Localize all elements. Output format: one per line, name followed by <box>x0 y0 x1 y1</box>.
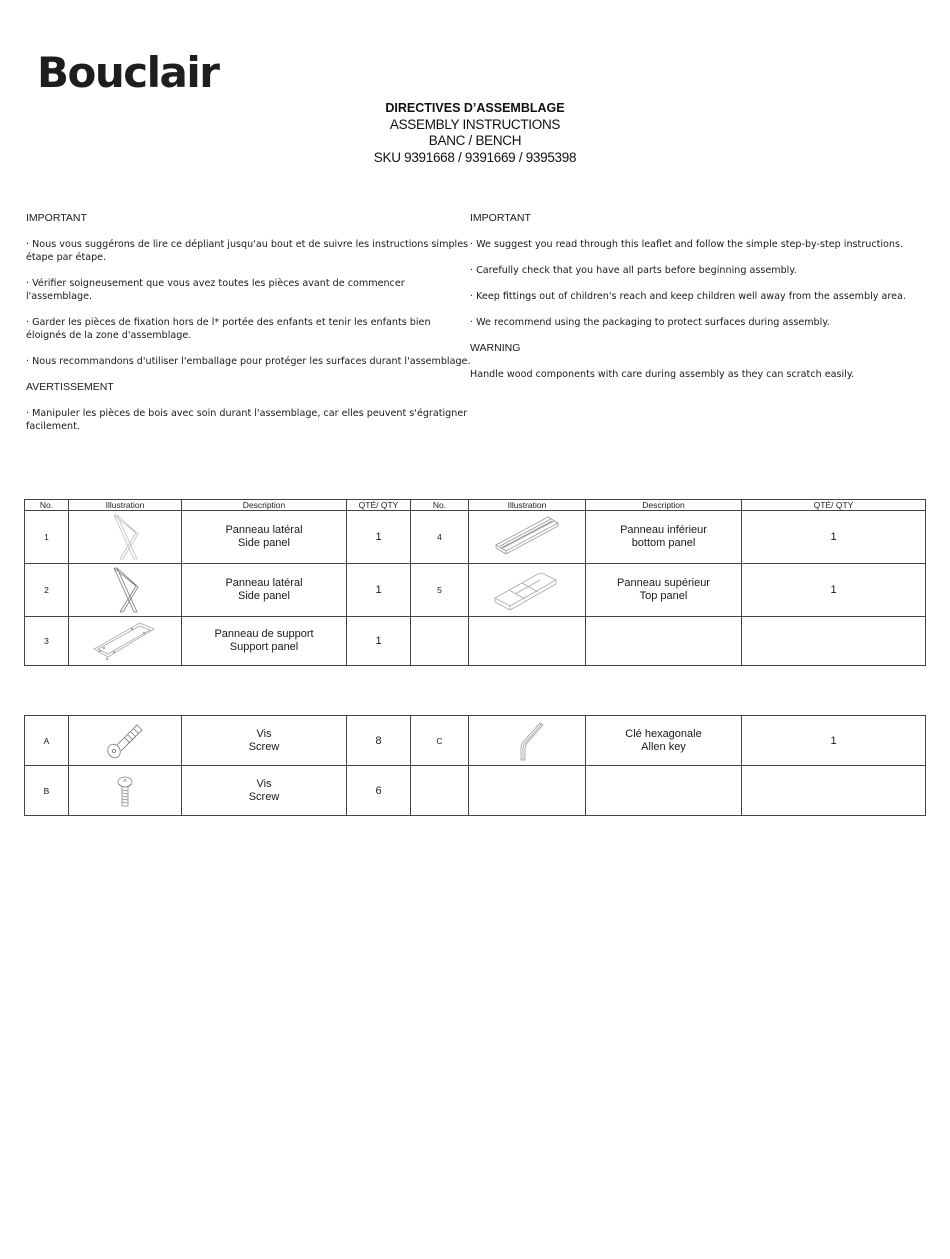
description-en: bottom panel <box>631 537 696 549</box>
hardware-illustration <box>469 716 586 766</box>
sku-list: SKU 9391668 / 9391669 / 9395398 <box>373 149 577 165</box>
product-name: BANC / BENCH <box>428 133 522 148</box>
header-qty: QTÉ/ QTY <box>742 500 926 511</box>
bouclair-logo: Bouclair <box>37 48 219 97</box>
countersunk-screw-icon <box>105 721 145 761</box>
part-number: 3 <box>25 617 69 666</box>
part-illustration <box>469 617 586 666</box>
warning-heading-en: WARNING <box>470 342 521 354</box>
description-en: Support panel <box>229 641 299 653</box>
hardware-quantity: 8 <box>347 716 411 766</box>
instruction-fr-4: · Nous recommandons d'utiliser l'emballage pour protéger les surfaces durant l'assemblage. <box>26 356 471 367</box>
bottom-panel-slats-icon <box>492 515 562 559</box>
part-description <box>586 617 742 666</box>
part-quantity <box>742 617 926 666</box>
support-panel-frame-icon <box>92 621 158 661</box>
description-en: Screw <box>248 790 280 803</box>
instruction-en-3: · Keep fittings out of children's reach and keep children well away from the assembly area. <box>470 291 906 302</box>
warning-text-fr: · Manipuler les pièces de bois avec soin durant l'assemblage, car elles peuvent s'égratigner facilement. <box>26 408 468 432</box>
hardware-quantity: 6 <box>347 766 411 816</box>
part-description <box>586 564 742 617</box>
part-number: 4 <box>411 511 469 564</box>
title-french: DIRECTIVES D’ASSEMBLAGE <box>385 101 565 115</box>
description-fr: Panneau supérieur <box>617 577 710 589</box>
parts-table <box>24 499 926 666</box>
description-en: Screw <box>248 740 280 753</box>
warning-text-en: Handle wood components with care during assembly as they can scratch easily. <box>470 369 855 380</box>
header-no: No. <box>25 500 69 511</box>
description-fr: Clé hexagonale <box>625 727 702 740</box>
table-row <box>25 716 926 766</box>
part-quantity: 1 <box>742 511 926 564</box>
warning-heading-fr: AVERTISSEMENT <box>26 381 114 393</box>
instruction-en-2: · Carefully check that you have all parts before beginning assembly. <box>470 265 797 276</box>
part-description <box>586 511 742 564</box>
header-illustration: Illustration <box>469 500 586 511</box>
side-panel-x-frame-icon <box>110 566 140 614</box>
hardware-quantity: 1 <box>742 716 926 766</box>
description-fr: Panneau de support <box>214 628 314 640</box>
hardware-illustration <box>69 766 182 816</box>
hardware-id: B <box>25 766 69 816</box>
part-description <box>182 564 347 617</box>
table-row <box>25 564 926 617</box>
part-number: 1 <box>25 511 69 564</box>
description-fr: Panneau latéral <box>225 524 303 536</box>
instruction-fr-2: · Vérifier soigneusement que vous avez toutes les pièces avant de commencer l'assemblage. <box>26 278 405 302</box>
part-illustration <box>69 617 182 666</box>
table-row <box>25 617 926 666</box>
header-qty: QTÉ/ QTY <box>347 500 411 511</box>
description-fr: Panneau latéral <box>225 577 303 589</box>
french-instructions <box>26 212 471 433</box>
hardware-quantity <box>742 766 926 816</box>
description-fr: Vis <box>256 727 272 740</box>
description-en: Side panel <box>238 537 290 549</box>
part-description <box>182 511 347 564</box>
hardware-id: A <box>25 716 69 766</box>
table-row <box>25 511 926 564</box>
part-number <box>411 617 469 666</box>
description-fr: Vis <box>256 777 272 790</box>
description-en: Top panel <box>639 590 688 602</box>
part-illustration <box>69 564 182 617</box>
hardware-description <box>586 766 742 816</box>
important-heading-fr: IMPORTANT <box>26 212 87 224</box>
table-header-row <box>25 500 926 511</box>
part-illustration <box>469 564 586 617</box>
document-title-block <box>300 100 650 166</box>
instruction-fr-1: · Nous vous suggérons de lire ce dépliant jusqu'au bout et de suivre les instructions simples étape par étape. <box>26 239 469 263</box>
part-quantity: 1 <box>742 564 926 617</box>
side-panel-x-frame-icon <box>110 513 140 561</box>
part-quantity: 1 <box>347 511 411 564</box>
part-quantity: 1 <box>347 564 411 617</box>
description-en: Side panel <box>238 590 290 602</box>
instruction-en-4: · We recommend using the packaging to protect surfaces during assembly. <box>470 317 830 328</box>
hardware-id <box>411 766 469 816</box>
pan-head-screw-icon <box>115 774 135 808</box>
allen-key-icon <box>507 720 547 762</box>
description-en: Allen key <box>641 740 686 753</box>
header-illustration: Illustration <box>69 500 182 511</box>
part-illustration <box>69 511 182 564</box>
hardware-description <box>182 716 347 766</box>
top-panel-cushion-icon <box>492 568 562 612</box>
hardware-illustration <box>69 716 182 766</box>
hardware-table <box>24 715 926 816</box>
table-row <box>25 766 926 816</box>
hardware-description <box>586 716 742 766</box>
header-description: Description <box>182 500 347 511</box>
header-description: Description <box>586 500 742 511</box>
instruction-fr-3: · Garder les pièces de fixation hors de l* portée des enfants et tenir les enfants bien éloignés de la zone d'assemblage. <box>26 317 431 341</box>
part-number: 5 <box>411 564 469 617</box>
hardware-description <box>182 766 347 816</box>
title-english: ASSEMBLY INSTRUCTIONS <box>389 116 561 132</box>
hardware-illustration <box>469 766 586 816</box>
part-description <box>182 617 347 666</box>
header-no: No. <box>411 500 469 511</box>
part-illustration <box>469 511 586 564</box>
hardware-id: C <box>411 716 469 766</box>
description-fr: Panneau inférieur <box>620 524 707 536</box>
part-quantity: 1 <box>347 617 411 666</box>
english-instructions <box>470 212 930 381</box>
important-heading-en: IMPORTANT <box>470 212 531 224</box>
part-number: 2 <box>25 564 69 617</box>
instruction-en-1: · We suggest you read through this leaflet and follow the simple step-by-step instructions. <box>470 239 904 250</box>
